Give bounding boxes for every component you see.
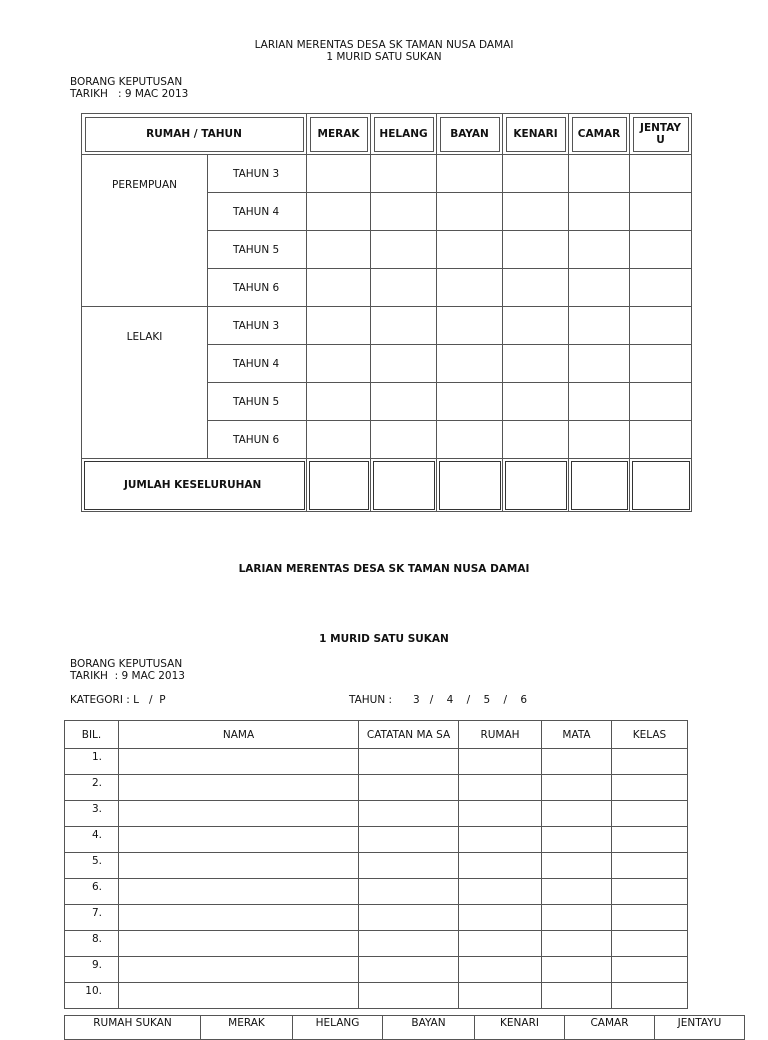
t1-value-cell bbox=[630, 307, 692, 345]
t2-row-number: 1. bbox=[65, 749, 119, 775]
t2-row bbox=[65, 775, 688, 801]
title-line-1: LARIAN MERENTAS DESA SK TAMAN NUSA DAMAI bbox=[254, 39, 514, 51]
t2-row bbox=[65, 931, 688, 957]
t2-cell bbox=[542, 853, 612, 879]
t1-value-cell bbox=[307, 383, 371, 421]
t1-value-cell bbox=[569, 193, 630, 231]
t1-value-cell bbox=[630, 421, 692, 459]
t1-value-cell bbox=[307, 345, 371, 383]
t2-cell bbox=[612, 853, 688, 879]
form-label: BORANG KEPUTUSAN bbox=[70, 76, 183, 88]
t1-total-cell bbox=[630, 459, 692, 512]
t2-header: CATATAN MA SA bbox=[359, 721, 459, 749]
t1-corner-header: RUMAH / TAHUN bbox=[82, 114, 307, 155]
t2-header: KELAS bbox=[612, 721, 688, 749]
t2-row bbox=[65, 957, 688, 983]
t1-value-cell bbox=[569, 383, 630, 421]
t2-header: NAMA bbox=[119, 721, 359, 749]
t1-year-label: TAHUN 3 bbox=[208, 307, 307, 345]
t2-row bbox=[65, 749, 688, 775]
t2-cell bbox=[612, 957, 688, 983]
t2-cell bbox=[542, 775, 612, 801]
t1-house-header: HELANG bbox=[371, 114, 437, 155]
t2-cell bbox=[359, 931, 459, 957]
t1-value-cell bbox=[630, 155, 692, 193]
t2-cell bbox=[612, 749, 688, 775]
summary-table bbox=[81, 113, 692, 512]
t1-value-cell bbox=[307, 307, 371, 345]
t1-year-label: TAHUN 4 bbox=[208, 193, 307, 231]
t1-value-cell bbox=[503, 269, 569, 307]
t2-cell bbox=[359, 879, 459, 905]
t2-row bbox=[65, 983, 688, 1009]
t2-cell bbox=[359, 853, 459, 879]
t1-value-cell bbox=[307, 269, 371, 307]
title-line-2: 1 MURID SATU SUKAN bbox=[326, 51, 442, 63]
t2-cell bbox=[359, 775, 459, 801]
t1-value-cell bbox=[503, 383, 569, 421]
t2-cell bbox=[459, 879, 542, 905]
t2-cell bbox=[119, 775, 359, 801]
t1-value-cell bbox=[630, 383, 692, 421]
t2-cell bbox=[612, 905, 688, 931]
t1-value-cell bbox=[437, 421, 503, 459]
t2-row-number: 6. bbox=[65, 879, 119, 905]
t2-cell bbox=[359, 749, 459, 775]
t1-value-cell bbox=[437, 307, 503, 345]
t2-cell bbox=[459, 905, 542, 931]
t1-year-label: TAHUN 3 bbox=[208, 155, 307, 193]
t1-value-cell bbox=[569, 155, 630, 193]
t2-cell bbox=[542, 931, 612, 957]
t3-header: MERAK bbox=[201, 1016, 293, 1040]
t1-total-cell bbox=[569, 459, 630, 512]
section2-title-1: LARIAN MERENTAS DESA SK TAMAN NUSA DAMAI bbox=[238, 563, 530, 575]
results-table bbox=[64, 720, 688, 1009]
t2-row-number: 2. bbox=[65, 775, 119, 801]
t2-cell bbox=[359, 905, 459, 931]
t1-value-cell bbox=[569, 269, 630, 307]
t1-value-cell bbox=[503, 421, 569, 459]
t2-header: BIL. bbox=[65, 721, 119, 749]
doc-title bbox=[0, 39, 768, 63]
t1-total-cell bbox=[371, 459, 437, 512]
t1-value-cell bbox=[307, 155, 371, 193]
t1-house-header: KENARI bbox=[503, 114, 569, 155]
t3-header: RUMAH SUKAN bbox=[65, 1016, 201, 1040]
t1-row bbox=[82, 307, 692, 345]
t2-row-number: 9. bbox=[65, 957, 119, 983]
t1-value-cell bbox=[630, 345, 692, 383]
t2-row-number: 4. bbox=[65, 827, 119, 853]
t1-value-cell bbox=[569, 421, 630, 459]
t2-cell bbox=[359, 827, 459, 853]
t3-header: JENTAYU bbox=[655, 1016, 745, 1040]
t1-year-label: TAHUN 5 bbox=[208, 231, 307, 269]
t1-value-cell bbox=[503, 193, 569, 231]
t2-cell bbox=[119, 957, 359, 983]
t2-cell bbox=[612, 879, 688, 905]
t2-cell bbox=[459, 957, 542, 983]
t1-total-cell bbox=[503, 459, 569, 512]
t1-year-label: TAHUN 4 bbox=[208, 345, 307, 383]
t1-value-cell bbox=[569, 231, 630, 269]
form-meta bbox=[70, 76, 188, 100]
t1-value-cell bbox=[371, 193, 437, 231]
t1-house-header: JENTAY U bbox=[630, 114, 692, 155]
category-label: KATEGORI : L / P bbox=[70, 694, 166, 706]
t1-year-label: TAHUN 6 bbox=[208, 421, 307, 459]
t2-cell bbox=[119, 827, 359, 853]
t1-value-cell bbox=[503, 345, 569, 383]
t1-value-cell bbox=[437, 345, 503, 383]
t2-cell bbox=[359, 801, 459, 827]
year-label: TAHUN : bbox=[349, 694, 393, 706]
t2-cell bbox=[119, 801, 359, 827]
t2-cell bbox=[542, 905, 612, 931]
t1-value-cell bbox=[503, 231, 569, 269]
t2-cell bbox=[119, 983, 359, 1009]
t3-header: KENARI bbox=[475, 1016, 565, 1040]
date-label: TARIKH : 9 MAC 2013 bbox=[70, 88, 189, 100]
t1-value-cell bbox=[630, 193, 692, 231]
t2-cell bbox=[359, 983, 459, 1009]
t3-header: HELANG bbox=[293, 1016, 383, 1040]
t2-cell bbox=[459, 749, 542, 775]
t2-cell bbox=[612, 801, 688, 827]
section2-form-label: BORANG KEPUTUSAN bbox=[70, 658, 183, 670]
t2-cell bbox=[119, 879, 359, 905]
t2-cell bbox=[119, 931, 359, 957]
t2-header: RUMAH bbox=[459, 721, 542, 749]
t1-value-cell bbox=[437, 193, 503, 231]
t2-cell bbox=[459, 775, 542, 801]
t1-group-label: PEREMPUAN bbox=[82, 155, 208, 307]
t2-row bbox=[65, 801, 688, 827]
t2-cell bbox=[612, 775, 688, 801]
t1-value-cell bbox=[371, 231, 437, 269]
t2-cell bbox=[459, 931, 542, 957]
t2-cell bbox=[542, 749, 612, 775]
t1-value-cell bbox=[371, 345, 437, 383]
section2-meta bbox=[70, 658, 185, 682]
t1-value-cell bbox=[371, 307, 437, 345]
t2-header: MATA bbox=[542, 721, 612, 749]
t1-total-cell bbox=[307, 459, 371, 512]
t2-cell bbox=[459, 853, 542, 879]
t1-value-cell bbox=[437, 269, 503, 307]
section2-title-2: 1 MURID SATU SUKAN bbox=[319, 633, 449, 645]
t3-header: CAMAR bbox=[565, 1016, 655, 1040]
t1-year-label: TAHUN 6 bbox=[208, 269, 307, 307]
house-points-table bbox=[64, 1015, 745, 1040]
t1-value-cell bbox=[307, 231, 371, 269]
t1-value-cell bbox=[371, 269, 437, 307]
t2-cell bbox=[119, 853, 359, 879]
t2-cell bbox=[612, 983, 688, 1009]
t2-cell bbox=[359, 957, 459, 983]
t1-value-cell bbox=[371, 383, 437, 421]
t1-house-header: CAMAR bbox=[569, 114, 630, 155]
t2-row bbox=[65, 879, 688, 905]
year-options: 3 / 4 / 5 / 6 bbox=[413, 694, 528, 706]
t2-cell bbox=[612, 827, 688, 853]
t1-value-cell bbox=[437, 231, 503, 269]
t2-cell bbox=[542, 957, 612, 983]
t2-cell bbox=[119, 905, 359, 931]
t2-cell bbox=[542, 827, 612, 853]
t1-value-cell bbox=[503, 307, 569, 345]
t1-house-header: BAYAN bbox=[437, 114, 503, 155]
t1-value-cell bbox=[503, 155, 569, 193]
t2-row-number: 7. bbox=[65, 905, 119, 931]
t2-cell bbox=[542, 983, 612, 1009]
t2-cell bbox=[119, 749, 359, 775]
t1-value-cell bbox=[371, 155, 437, 193]
t3-header: BAYAN bbox=[383, 1016, 475, 1040]
t2-cell bbox=[459, 801, 542, 827]
t2-row-number: 8. bbox=[65, 931, 119, 957]
t1-value-cell bbox=[437, 383, 503, 421]
t1-value-cell bbox=[630, 269, 692, 307]
t2-cell bbox=[612, 931, 688, 957]
t1-row bbox=[82, 155, 692, 193]
t1-house-header: MERAK bbox=[307, 114, 371, 155]
t2-row-number: 5. bbox=[65, 853, 119, 879]
t2-cell bbox=[459, 983, 542, 1009]
t1-year-label: TAHUN 5 bbox=[208, 383, 307, 421]
t1-total-label: JUMLAH KESELURUHAN bbox=[82, 459, 307, 512]
t2-row bbox=[65, 905, 688, 931]
t1-group-label: LELAKI bbox=[82, 307, 208, 459]
t1-value-cell bbox=[569, 307, 630, 345]
t1-value-cell bbox=[630, 231, 692, 269]
t1-value-cell bbox=[569, 345, 630, 383]
t2-row-number: 3. bbox=[65, 801, 119, 827]
t1-value-cell bbox=[371, 421, 437, 459]
t1-value-cell bbox=[307, 421, 371, 459]
t2-row bbox=[65, 827, 688, 853]
t2-cell bbox=[542, 801, 612, 827]
section2-date-label: TARIKH : 9 MAC 2013 bbox=[70, 670, 185, 682]
t1-value-cell bbox=[307, 193, 371, 231]
t2-cell bbox=[542, 879, 612, 905]
t2-row bbox=[65, 853, 688, 879]
t2-cell bbox=[459, 827, 542, 853]
t1-total-cell bbox=[437, 459, 503, 512]
t1-value-cell bbox=[437, 155, 503, 193]
t2-row-number: 10. bbox=[65, 983, 119, 1009]
